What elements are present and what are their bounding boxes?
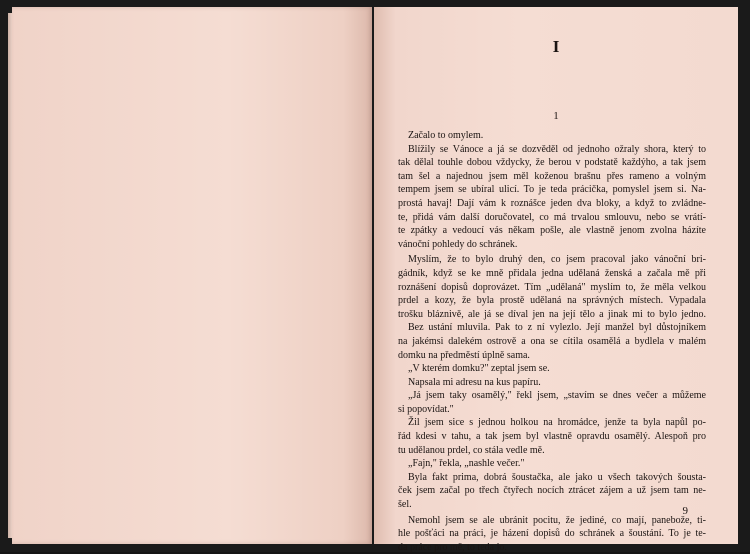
text-line: Myslím, že to bylo druhý den, co jsem pracoval jako vánoční bri- (408, 254, 706, 266)
text-line: si popovídat." (398, 403, 454, 415)
chapter-numeral: I (552, 37, 560, 56)
text-line: te, přidá vám další doručovatel, co má trvalou smlouvu, nebo se vrátí- (398, 211, 706, 223)
text-line: tam šel a najednou jsem měl koženou brašnu přes rameno a volným (398, 170, 706, 182)
text-line: tu udělanou prdel, co stála vedle mě. (398, 444, 545, 456)
text-line: te zpátky a vedoucí vás někam pošle, ale vlastně jenom zvolna házíte (398, 225, 706, 237)
text-line: prdel a kozy, že byla prostě udělaná na správných místech. Vypadala (398, 295, 706, 307)
text-line: řád kdesi v tahu, a tak jsem byl vlastně opravdu osamělý. Alespoň pro (398, 431, 706, 443)
text-line: Byla fakt prima, dobrá šoustačka, ale jako u všech takových šousta- (408, 471, 706, 483)
text-line: tak dělal touhle dobou vždycky, že berou v podstatě každýho, a tak jsem (398, 157, 706, 169)
text-line: da práce pro mě, to teda jo. (398, 541, 507, 553)
text-line: Nemohl jsem se ale ubránit pocitu, že jediné, co mají, panebože, ti- (408, 514, 706, 526)
text-line: Blížily se Vánoce a já se dozvěděl od jednoho ožraly shora, který to (408, 143, 706, 155)
text-line: ček jsem začal po třech čtyřech nocích ztrácet zájem a už jsem tam ne- (398, 485, 706, 497)
text-line: trošku bláznivě, ale já se díval jen na její tělo a jinak mi to bylo jedno. (398, 308, 706, 320)
text-line: „V kterém domku?" zeptal jsem se. (408, 363, 550, 375)
text-line: Žil jsem sice s jednou holkou na hromádce, jenže ta byla napůl po- (408, 417, 706, 429)
right-page (374, 7, 738, 553)
text-line: „Já jsem taky osamělý," řekl jsem, „stavím se dnes večer a můžeme (408, 390, 706, 402)
text-line: šel. (398, 499, 412, 511)
page-number: 9 (682, 505, 688, 517)
text-line: na jakémsi dalekém ostrově a ona se cítila osamělá a bydlela v malém (398, 335, 706, 347)
text-line: Bez ustání mluvila. Pak to z ní vylezlo. Její manžel byl důstojníkem (408, 322, 706, 334)
text-line: gádník, když se ke mně přidala jedna udělaná ženská a začala mě při (398, 267, 706, 279)
text-line: roznášení dopisů doprovázet. Tím „udělaná" myslím to, že měla velkou (398, 281, 706, 293)
text-line: tempem jsem se ubíral ulicí. To je teda prácička, pomyslel jsem si. Na- (398, 184, 706, 196)
left-page-blank (12, 7, 372, 544)
text-line: prostá havaj! Dají vám k roznášce jeden dva bloky, a když to zvládne- (398, 197, 706, 209)
text-line: Napsala mi adresu na kus papíru. (408, 376, 541, 388)
section-number: 1 (553, 110, 559, 122)
text-line: domku na předměstí úplně sama. (398, 349, 530, 361)
page-edge (8, 13, 12, 538)
text-line: hle pošťáci na práci, je házení dopisů do schránek a šoustání. To je te- (398, 528, 706, 540)
text-line: Začalo to omylem. (408, 130, 484, 141)
text-line: „Fajn," řekla, „nashle večer." (408, 458, 525, 470)
body-text (398, 129, 706, 554)
text-line: vánoční pohledy do schránek. (398, 238, 518, 250)
